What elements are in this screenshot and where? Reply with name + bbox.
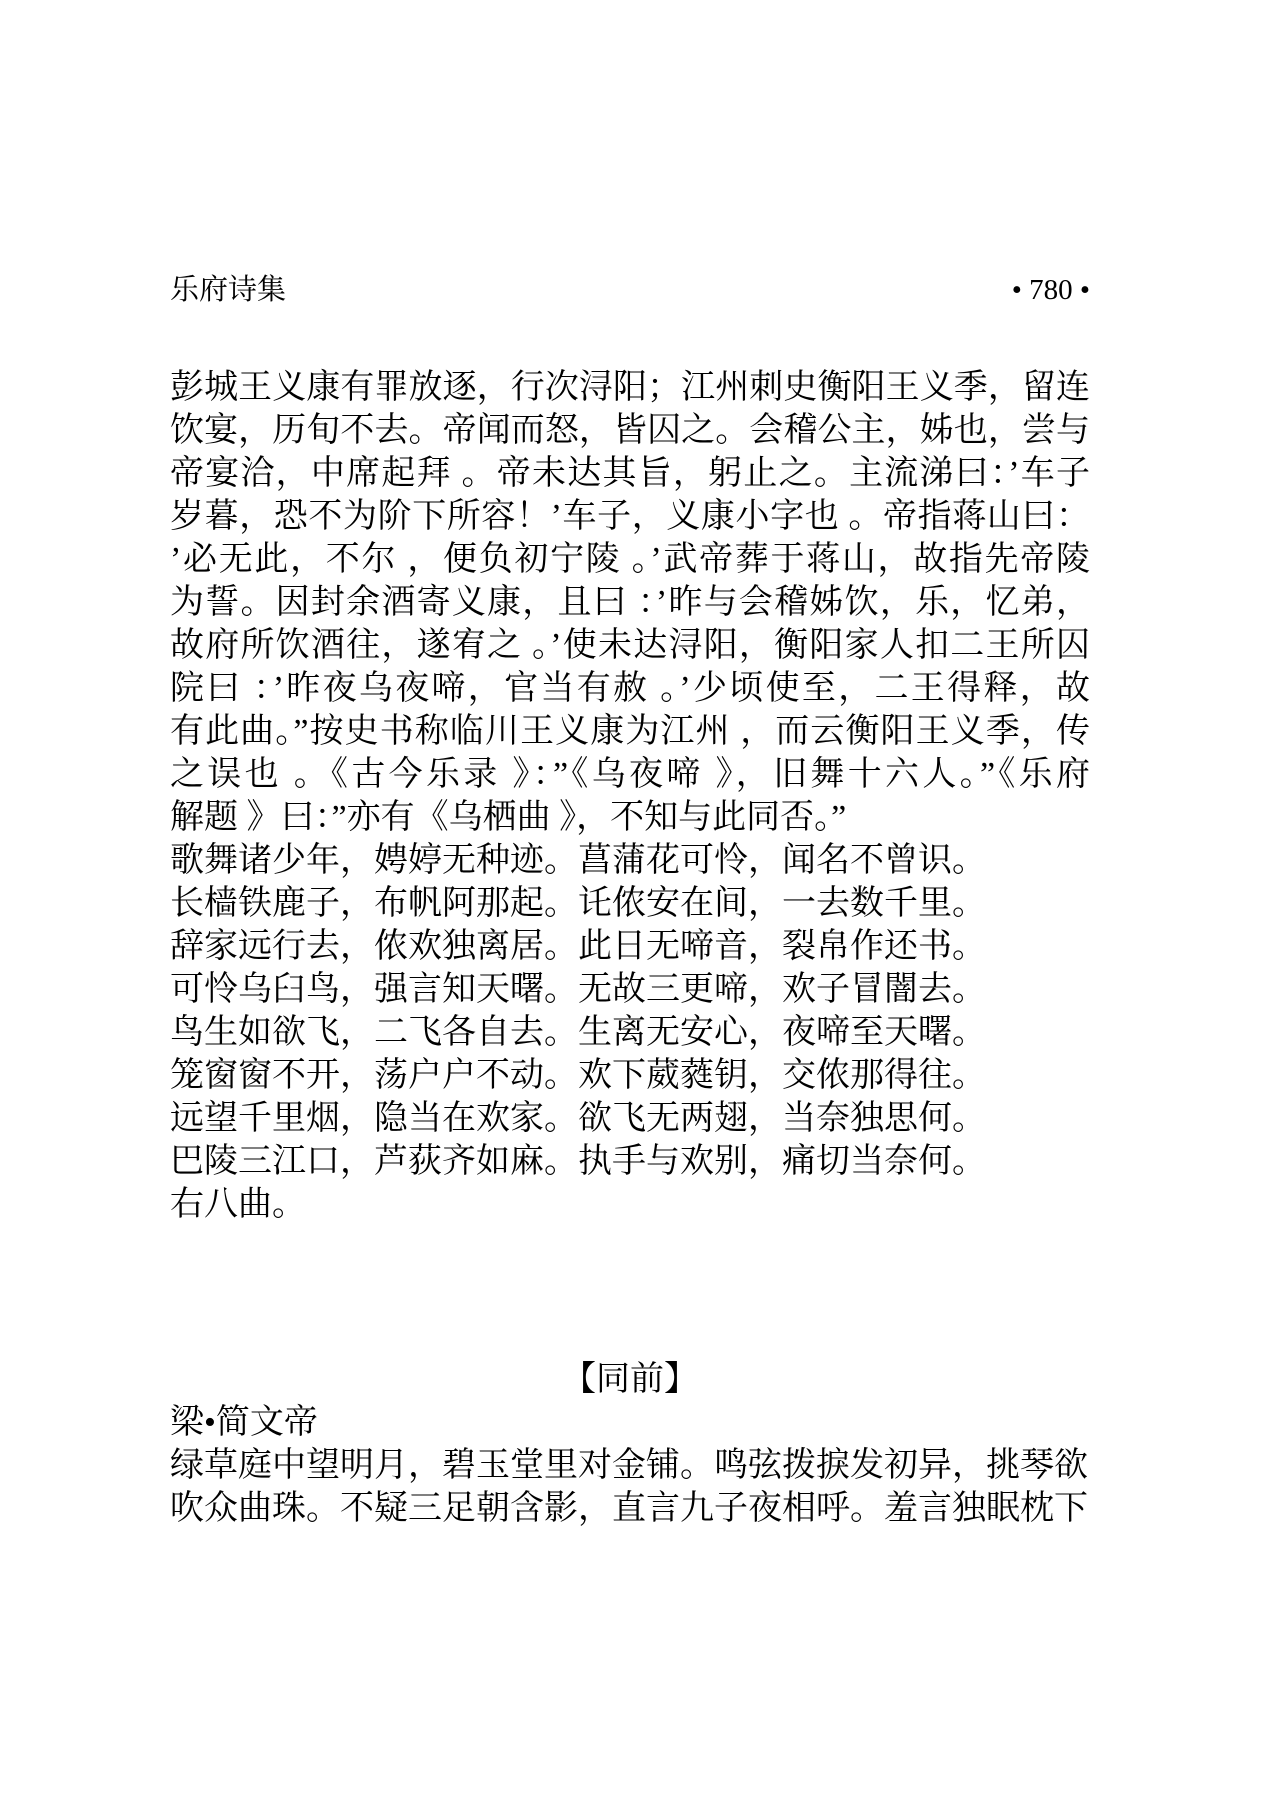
poem-line: 吹众曲珠。不疑三足朝含影，直言九子夜相呼。羞言独眠枕下 <box>170 1490 1088 1527</box>
prose-line: 饮宴，历旬不去。帝闻而怒，皆囚之。会稽公主，姊也，尝与 <box>170 412 1090 449</box>
poem-line: 可怜乌臼鸟，强言知天曙。无故三更啼，欢子冒闇去。 <box>170 971 986 1008</box>
poem-line: 绿草庭中望明月，碧玉堂里对金铺。鸣弦拨捩发初异，挑琴欲 <box>170 1447 1088 1484</box>
page-number: • 780 • <box>1011 274 1090 306</box>
prose-line: 院曰 ：’昨夜乌夜啼，官当有赦 。’少顷使至，二王得释，故 <box>170 670 1090 707</box>
prose-line: 帝宴洽，中席起拜 。帝未达其旨，躬止之。主流涕曰：’车子 <box>170 455 1090 492</box>
poem-line: 远望千里烟，隐当在欢家。欲飞无两翅，当奈独思何。 <box>170 1100 986 1137</box>
poem-line: 鸟生如欲飞，二飞各自去。生离无安心，夜啼至天曙。 <box>170 1014 986 1051</box>
main-text-block <box>170 366 1090 1226</box>
author-line: 梁•简文帝 <box>170 1404 318 1441</box>
prose-line: 故府所饮酒往，遂宥之 。’使未达浔阳，衡阳家人扣二王所囚 <box>170 627 1090 664</box>
poem-line: 笼窗窗不开，荡户户不动。欢下葳蕤钥，交侬那得往。 <box>170 1057 986 1094</box>
section-title: 【同前】 <box>562 1361 698 1398</box>
poem-line: 巴陵三江口，芦荻齐如麻。执手与欢别，痛切当奈何。 <box>170 1143 986 1180</box>
prose-line: 之误也 。《古今乐录 》：”《乌夜啼 》，旧舞十六人。”《乐府 <box>170 756 1090 793</box>
prose-line: 有此曲。”按史书称临川王义康为江州 ，而云衡阳王义季，传 <box>170 713 1090 750</box>
poem-line: 歌舞诸少年，娉婷无种迹。菖蒲花可怜，闻名不曾识。 <box>170 842 986 879</box>
book-title: 乐府诗集 <box>170 274 287 306</box>
prose-line: 为誓。因封余酒寄义康，且曰 ：’昨与会稽姊饮，乐，忆弟， <box>170 584 1090 621</box>
page-header <box>170 272 1090 308</box>
prose-line: 岁暮，恐不为阶下所容！’车子，义康小字也 。帝指蒋山曰： <box>170 498 1090 535</box>
prose-line: 解题 》曰：”亦有《乌栖曲 》，不知与此同否。” <box>170 799 847 836</box>
poem-line: 辞家远行去，侬欢独离居。此日无啼音，裂帛作还书。 <box>170 928 986 965</box>
closing-note: 右八曲。 <box>170 1186 306 1223</box>
prose-line: ’必无此，不尔 ，便负初宁陵 。’武帝葬于蒋山，故指先帝陵 <box>170 541 1090 578</box>
poem-line: 长樯铁鹿子，布帆阿那起。讬侬安在间，一去数千里。 <box>170 885 986 922</box>
next-piece-section <box>170 1358 1090 1530</box>
prose-line: 彭城王义康有罪放逐，行次浔阳；江州刺史衡阳王义季，留连 <box>170 369 1090 406</box>
